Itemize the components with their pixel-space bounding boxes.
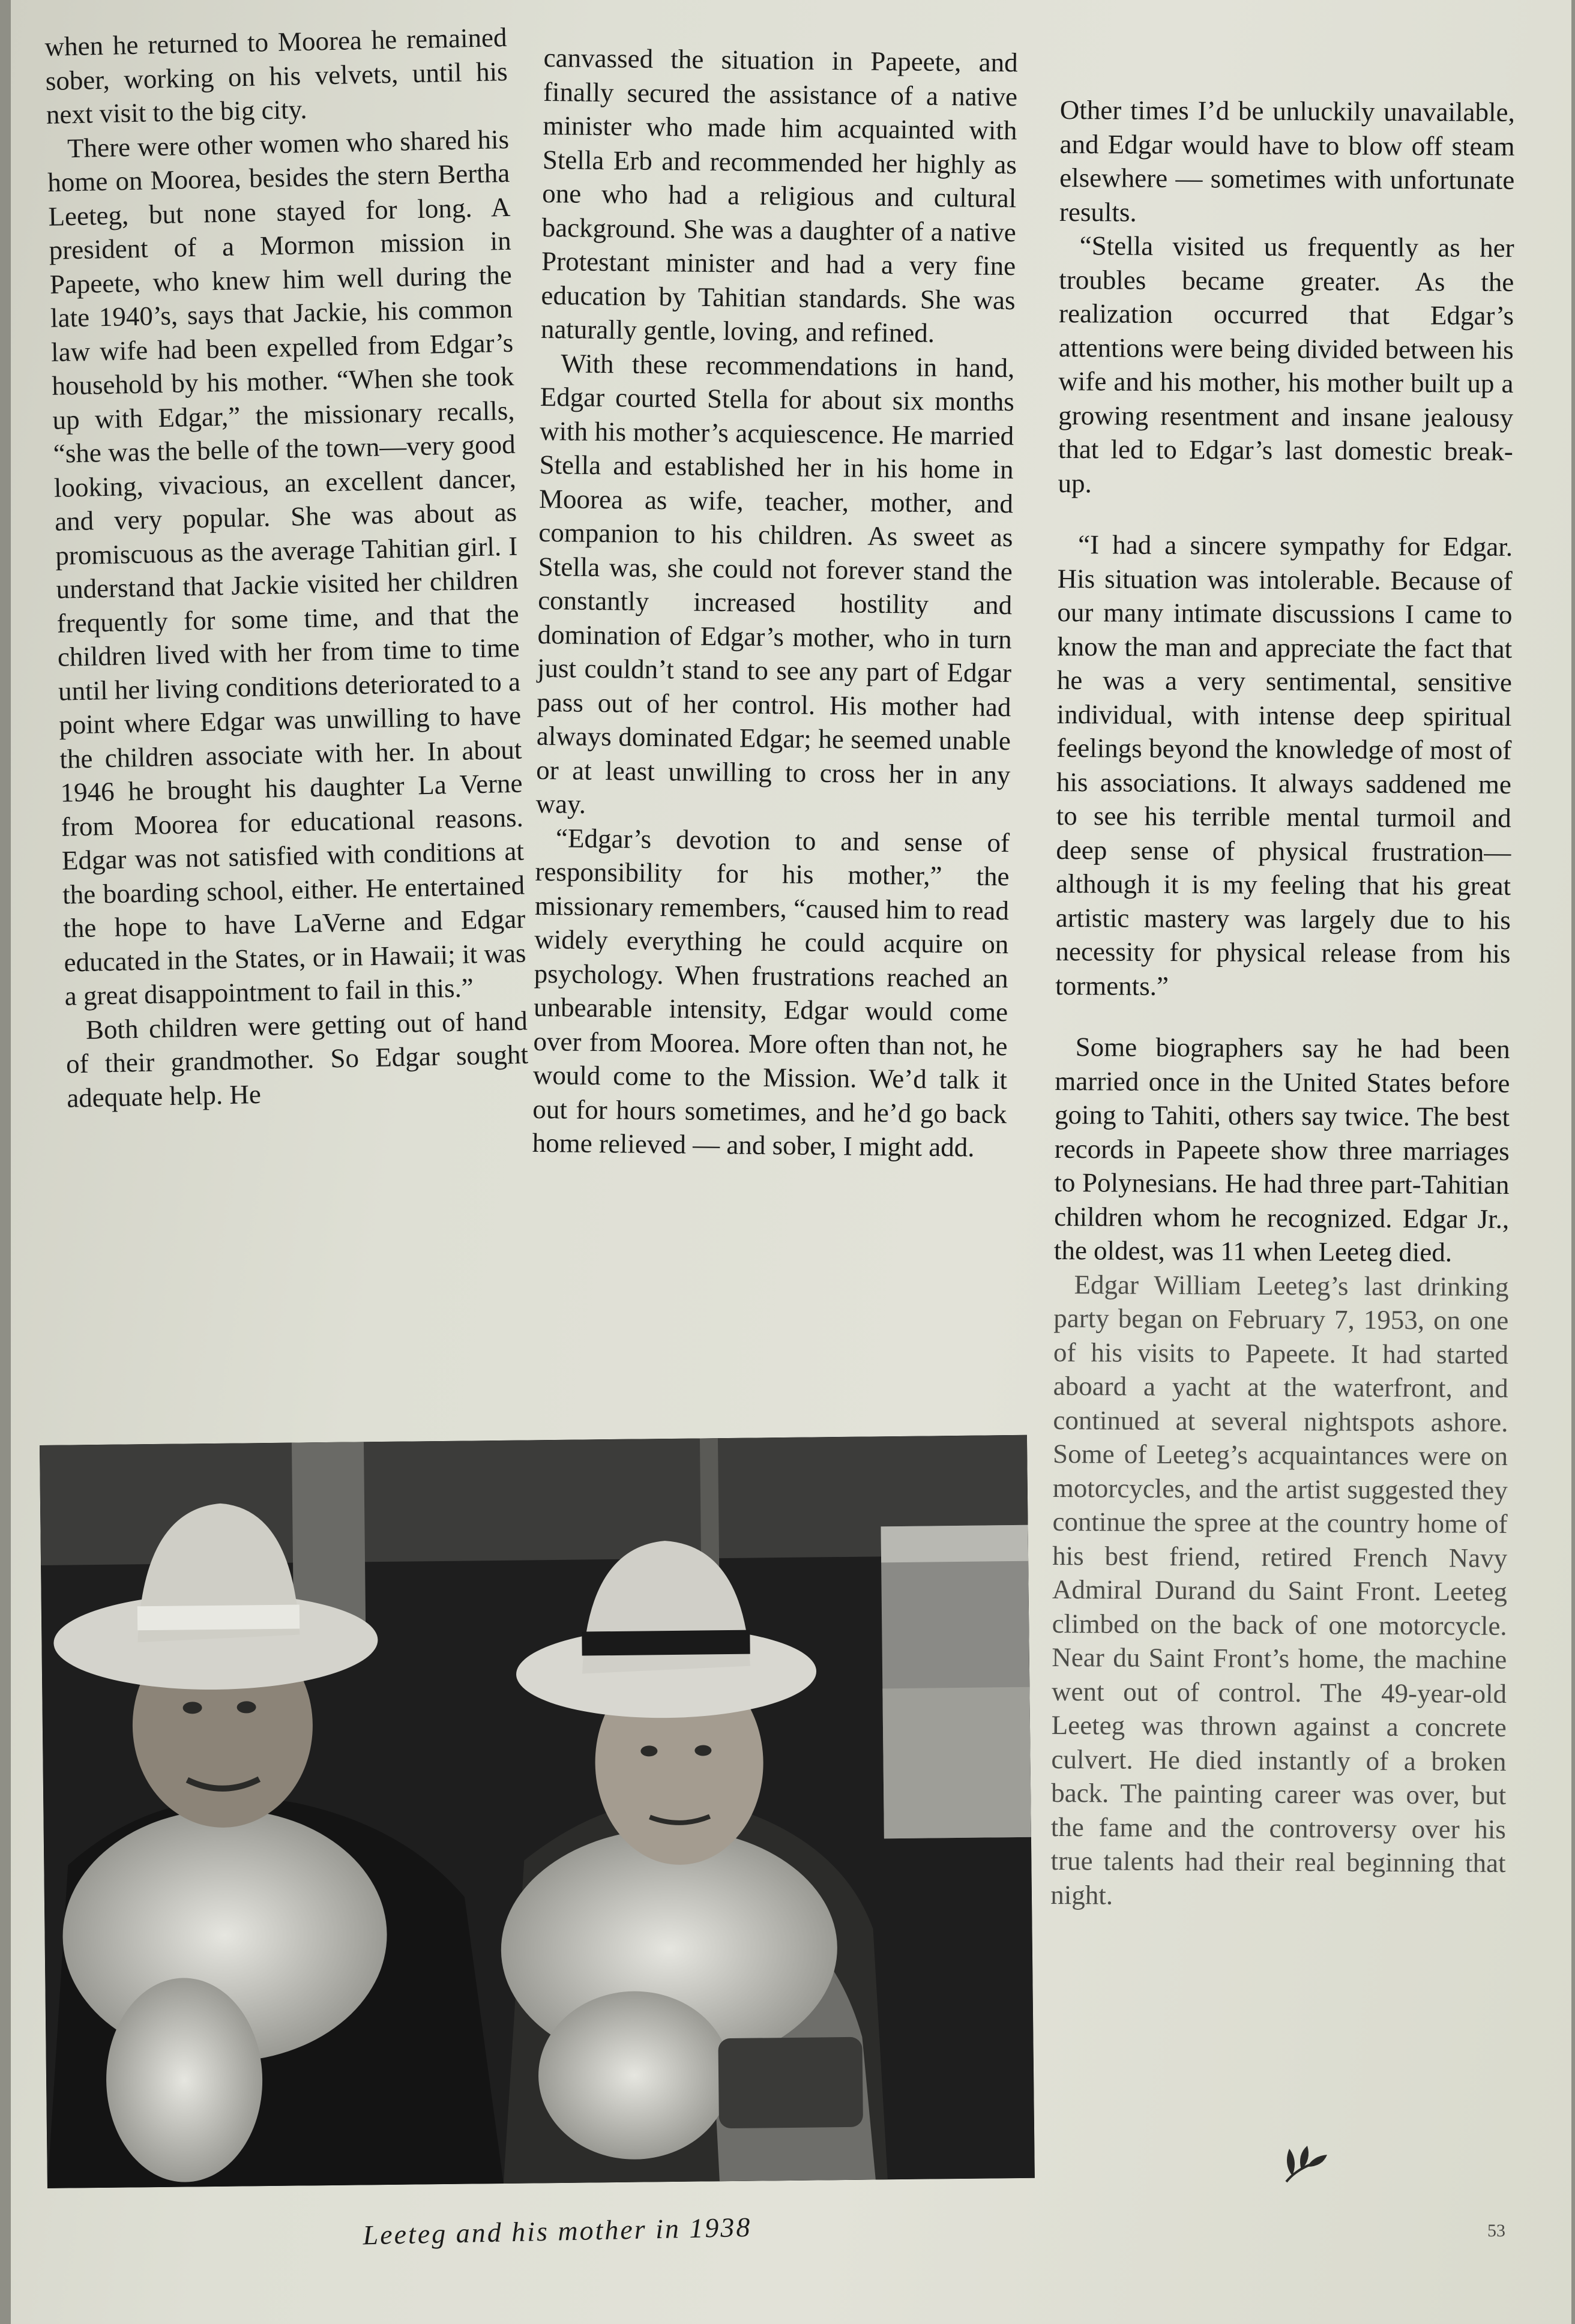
paragraph: With these recommendations in hand, Edgar courted Stella for about six months with his mother’s acquiescence. He married Stella and established her in his home in Moorea as wife, teacher, mother, and companion to his children. As sweet as Stella was, she could not forever stand the constantly increased hostility and domination of Edgar’s mother, who in turn just couldn’t stand to see any part of Edgar pass out of her control. His mother had always dominated Edgar; he seemed unable or at least unwilling to cross her in any way. [535, 348, 1015, 819]
page-number: 53 [1487, 2221, 1505, 2241]
paragraph: Edgar William Leeteg’s last drinking party began on February 7, 1953, on one of his visits to Papeete. It had started aboard a yacht at the waterfront, and continued at several nightspots ashore. Some of Leeteg’s acquaintances were on motorcycles, and the artist suggested they continue the spree at the country home of his best friend, retired French Navy Admiral Durand du Saint Front. Leeteg climbed on the back of one motorcycle. Near du Saint Front’s home, the machine went out of control. The 49-year-old Leeteg was thrown against a concrete culvert. He died instantly of a broken back. The painting career was over, but the fame and the controversy over his true talents had their real beginning that night. [1050, 1269, 1509, 1910]
article-column-3 [1050, 93, 1515, 1914]
article-column-1 [44, 20, 529, 1115]
paragraph: Both children were getting out of hand of their grandmother. So Edgar sought adequate help. He [65, 1005, 529, 1113]
photo-caption: Leeteg and his mother in 1938 [363, 2211, 752, 2251]
photo-leeteg-and-mother [40, 1435, 1035, 2188]
paragraph: There were other women who shared his home on Moorea, besides the stern Bertha Leeteg, but none stayed for long. A president of a Mormon mission in Papeete, who knew him well during the late 1940’s, says that Jackie, his common law wife had been expelled from Edgar’s household by his mother. “When she took up with Edgar,” the missionary recalls, “she was the belle of the town—very good looking, vivacious, an excellent dancer, and very popular. She was about as promiscuous as the average Tahitian girl. I understand that Jackie visited her children frequently for some time, and that the children lived with her from time to time until her living conditions deteriorated to a point where Edgar was unwilling to have the children associate with her. In about 1946 he brought his daughter La Verne from Moorea for educational reasons. Edgar was not satisfied with conditions at the boarding school, either. He entertained the hope to have LaVerne and Edgar educated in the States, or in Hawaii; it was a great disappointment to fail in this.” [47, 124, 526, 1011]
paragraph: Other times I’d be unluckily unavailable, and Edgar would have to blow off steam elsewhere — sometimes with unfortunate results. [1059, 94, 1515, 227]
paragraph: “Edgar’s devotion to and sense of responsibility for his mother,” the missionary remembers, “caused him to read widely everything he could acquire on psychology. When frustrations reached an unbearable intensity, Edgar would come over from Moorea. More often than not, he would come to the Mission. We’d talk it out for hours sometimes, and he’d go back home relieved — and sober, I might add. [532, 822, 1010, 1163]
paragraph: Some biographers say he had been married once in the United States before going to Tahiti, others say twice. The best records in Papeete show three marriages to Polynesians. He had three part-Tahitian children whom he recognized. Edgar Jr., the oldest, was 11 when Leeteg died. [1053, 1032, 1510, 1268]
paragraph: “I had a sincere sympathy for Edgar. His situation was intolerable. Because of our many intimate discussions I came to know the man and appreciate the fact that he was a very sentimental, sensitive individual, with intense deep spiritual feelings beyond the knowledge of most of his associations. It always saddened me to see his terrible mental turmoil and deep sense of physical frustration—although it is my feeling that his great artistic mastery was largely due to his necessity for physical release from his torments.” [1055, 529, 1513, 1001]
paragraph: canvassed the situation in Papeete, and finally secured the assistance of a native minister who made him acquainted with Stella Erb and recommended her highly as one who had a religious and cultural background. She was a daughter of a native Protestant minister and had a very fine education by Tahitian standards. She was naturally gentle, loving, and refined. [540, 42, 1018, 348]
paragraph: “Stella visited us frequently as her troubles became greater. As the realization occurred that Edgar’s attentions were being divided between his wife and his mother, his mother built up a growing resentment and insane jealousy that led to Edgar’s last domestic break-up. [1058, 230, 1514, 498]
photo-illustration [40, 1435, 1035, 2188]
magazine-page [11, 0, 1571, 2324]
leaf-sprig-icon [1280, 2143, 1328, 2188]
article-column-2 [532, 41, 1017, 1165]
paragraph: when he returned to Moorea he remained sober, working on his velvets, until his next visit to the big city. [44, 22, 508, 130]
